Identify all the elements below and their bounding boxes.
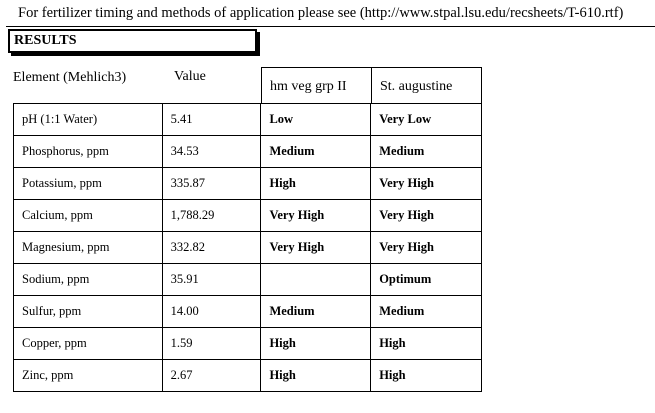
crop1-rating-cell: Medium bbox=[261, 296, 371, 328]
crop1-rating-cell: High bbox=[261, 168, 371, 200]
element-cell: Phosphorus, ppm bbox=[14, 136, 163, 168]
crop2-rating-cell: High bbox=[371, 360, 482, 392]
crop2-rating-cell: Very High bbox=[371, 200, 482, 232]
value-cell: 1,788.29 bbox=[162, 200, 261, 232]
element-cell: Potassium, ppm bbox=[14, 168, 163, 200]
element-cell: Sulfur, ppm bbox=[14, 296, 163, 328]
table-row bbox=[14, 232, 482, 264]
crop1-rating-cell: Medium bbox=[261, 136, 371, 168]
value-cell: 34.53 bbox=[162, 136, 261, 168]
element-cell: pH (1:1 Water) bbox=[14, 104, 163, 136]
value-cell: 2.67 bbox=[162, 360, 261, 392]
crop1-rating-cell: Very High bbox=[261, 232, 371, 264]
results-heading-box bbox=[8, 29, 257, 53]
crop2-rating-cell: Medium bbox=[371, 136, 482, 168]
crop2-rating-cell: Very Low bbox=[371, 104, 482, 136]
fertilizer-note: For fertilizer timing and methods of application please see (http://www.stpal.lsu.edu/recsheets/T-610.rtf) bbox=[18, 5, 624, 21]
results-table bbox=[13, 103, 482, 392]
value-cell: 1.59 bbox=[162, 328, 261, 360]
value-column-header: Value bbox=[174, 69, 206, 84]
table-row bbox=[14, 136, 482, 168]
element-cell: Copper, ppm bbox=[14, 328, 163, 360]
value-cell: 335.87 bbox=[162, 168, 261, 200]
element-cell: Zinc, ppm bbox=[14, 360, 163, 392]
table-row bbox=[14, 360, 482, 392]
crop2-rating-cell: Optimum bbox=[371, 264, 482, 296]
crop1-rating-cell bbox=[261, 264, 371, 296]
crop2-column-header: St. augustine bbox=[371, 67, 482, 104]
crop1-rating-cell: Very High bbox=[261, 200, 371, 232]
divider-line bbox=[6, 26, 655, 27]
crop2-rating-cell: Medium bbox=[371, 296, 482, 328]
crop1-rating-cell: High bbox=[261, 328, 371, 360]
crop2-rating-cell: Very High bbox=[371, 168, 482, 200]
crop2-rating-cell: Very High bbox=[371, 232, 482, 264]
value-cell: 35.91 bbox=[162, 264, 261, 296]
value-cell: 332.82 bbox=[162, 232, 261, 264]
crop2-rating-cell: High bbox=[371, 328, 482, 360]
table-row bbox=[14, 200, 482, 232]
value-cell: 5.41 bbox=[162, 104, 261, 136]
results-title: RESULTS bbox=[14, 33, 77, 48]
element-cell: Magnesium, ppm bbox=[14, 232, 163, 264]
table-row bbox=[14, 104, 482, 136]
table-row bbox=[14, 168, 482, 200]
crop1-rating-cell: Low bbox=[261, 104, 371, 136]
element-column-header: Element (Mehlich3) bbox=[13, 70, 127, 85]
element-cell: Calcium, ppm bbox=[14, 200, 163, 232]
element-cell: Sodium, ppm bbox=[14, 264, 163, 296]
results-table-body bbox=[14, 104, 482, 392]
table-row bbox=[14, 264, 482, 296]
value-cell: 14.00 bbox=[162, 296, 261, 328]
crop1-column-header: hm veg grp II bbox=[261, 67, 372, 104]
table-row bbox=[14, 296, 482, 328]
crop1-rating-cell: High bbox=[261, 360, 371, 392]
table-row bbox=[14, 328, 482, 360]
